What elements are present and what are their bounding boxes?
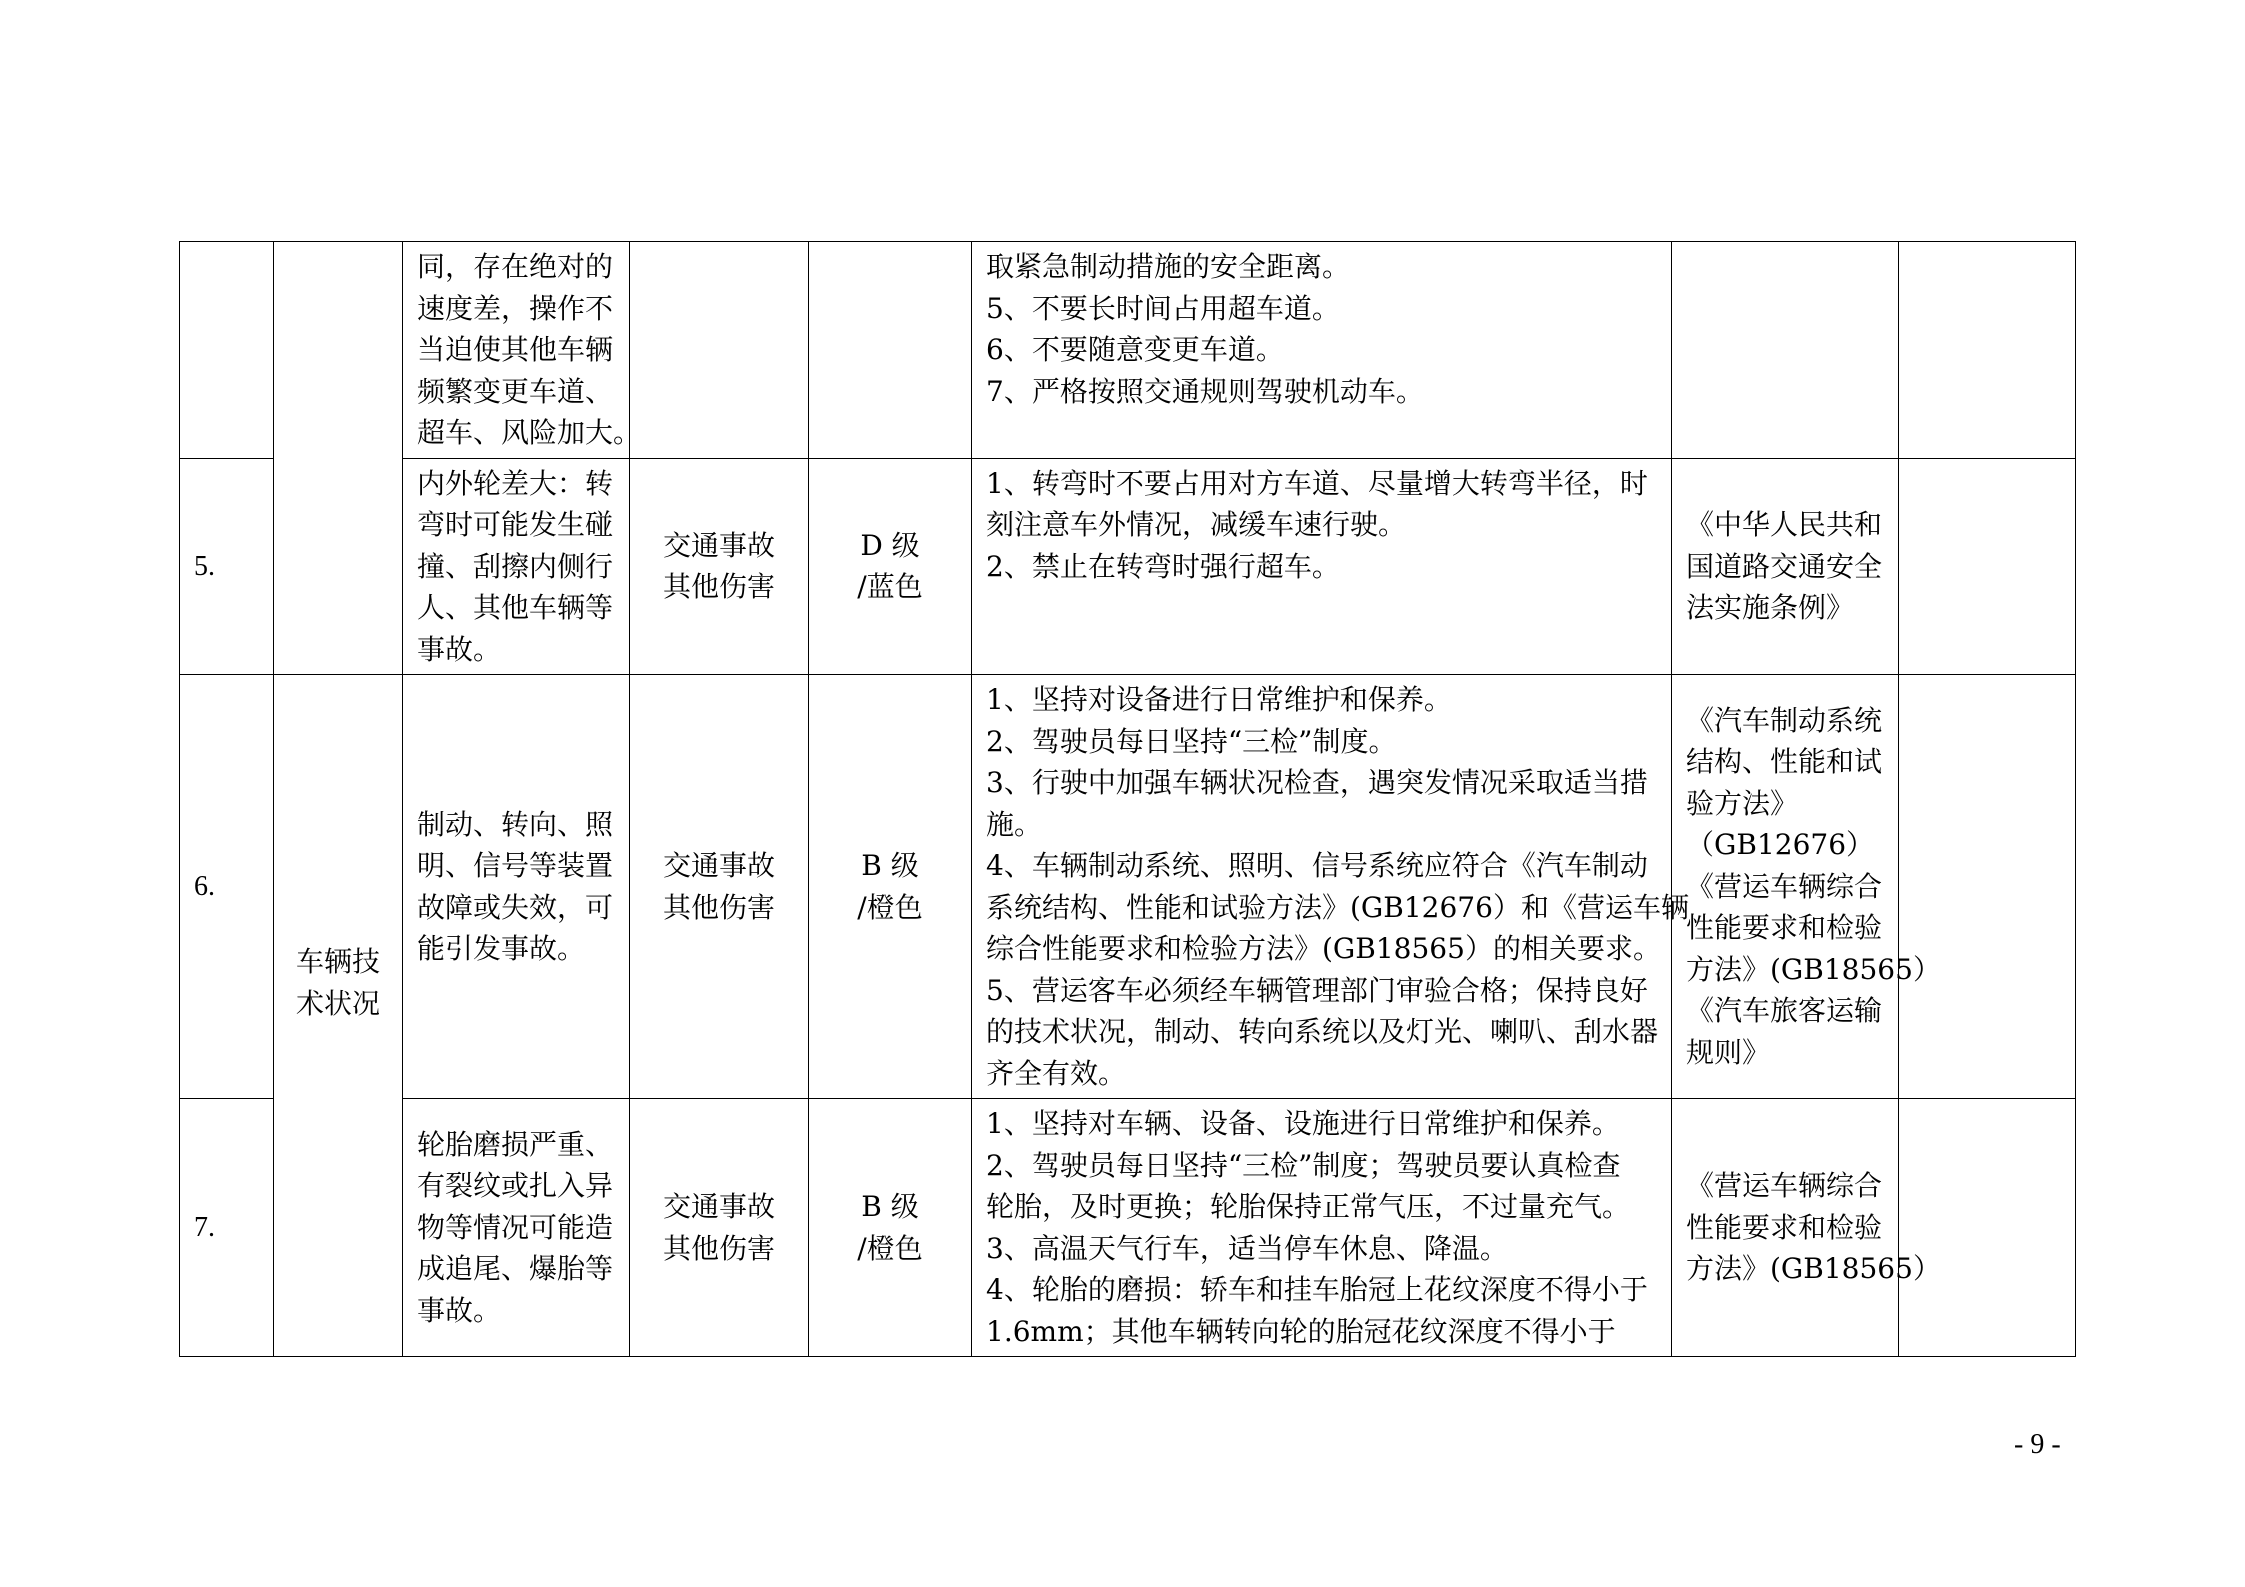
text-line: 施。: [986, 807, 1043, 841]
remark-cell: [1899, 458, 2076, 675]
text-line: 明、信号等装置: [417, 849, 614, 882]
text-line: 交通事故: [662, 849, 775, 882]
text-line: 5、营运客车必须经车辆管理部门审验合格；保持良好: [986, 973, 1648, 1007]
text-line: 《汽车制动系统: [1686, 703, 1883, 737]
measures-cell: [972, 458, 1672, 675]
text-line: 取紧急制动措施的安全距离。: [986, 250, 1351, 283]
consequence-cell: [630, 242, 809, 459]
text-line: 的技术状况，制动、转向系统以及灯光、喇叭、刮水器: [986, 1015, 1659, 1048]
text-line: 轮胎磨损严重、: [417, 1127, 614, 1161]
level-cell: [809, 675, 972, 1099]
text-line: 制动、转向、照: [417, 807, 614, 841]
measures-cell: [972, 675, 1689, 1099]
text-line: D 级: [860, 528, 920, 562]
level-cell: [809, 242, 972, 459]
text-line: 同，存在绝对的: [417, 250, 614, 283]
text-line: 《营运车辆综合: [1686, 1169, 1883, 1203]
text-line: 术状况: [295, 986, 380, 1020]
basis-cell: [1672, 1099, 1941, 1357]
text-line: 1、坚持对设备进行日常维护和保养。: [986, 683, 1452, 716]
text-line: 1、转弯时不要占用对方车道、尽量增大转弯半径，时: [986, 466, 1648, 500]
text-line: 结构、性能和试: [1686, 745, 1883, 779]
hazard-cell: [403, 458, 630, 675]
text-line: 故障或失效，可: [417, 890, 614, 924]
text-line: 2、驾驶员每日坚持“三检”制度；驾驶员要认真检查: [986, 1148, 1621, 1182]
text-line: /橙色: [857, 890, 923, 924]
page-number: - 9 -: [2014, 1429, 2061, 1460]
text-line: 撞、刮擦内侧行: [417, 549, 614, 583]
text-line: 方法》(GB18565）: [1686, 1252, 1941, 1286]
text-line: 2、禁止在转弯时强行超车。: [986, 549, 1340, 583]
table-row: [180, 1099, 2076, 1357]
text-line: 齐全有效。: [986, 1056, 1127, 1090]
text-line: 1、坚持对车辆、设备、设施进行日常维护和保养。: [986, 1107, 1620, 1140]
text-line: 其他伤害: [662, 570, 775, 604]
text-line: /蓝色: [857, 570, 923, 604]
measures-cell: [972, 242, 1672, 459]
text-line: 1.6mm；其他车辆转向轮的胎冠花纹深度不得小于: [986, 1314, 1616, 1348]
text-line: 事故。: [417, 1293, 502, 1327]
text-line: 其他伤害: [662, 890, 775, 924]
text-line: 弯时可能发生碰: [417, 508, 614, 541]
text-line: 交通事故: [662, 1190, 775, 1223]
text-line: 2、驾驶员每日坚持“三检”制度。: [986, 724, 1397, 758]
text-line: 3、高温天气行车，适当停车休息、降温。: [986, 1231, 1508, 1265]
remark-cell: [1899, 1099, 2076, 1357]
row-number-cell: [180, 242, 274, 459]
text-line: 成追尾、爆胎等: [417, 1252, 614, 1286]
text-line: 性能要求和检验: [1686, 1210, 1883, 1244]
text-line: 7、严格按照交通规则驾驶机动车。: [986, 374, 1424, 408]
text-line: 方法》(GB18565）: [1686, 952, 1941, 986]
text-line: 法实施条例》: [1686, 591, 1855, 624]
hazard-cell: [403, 1099, 630, 1357]
text-line: 国道路交通安全: [1686, 549, 1883, 583]
text-line: 6、不要随意变更车道。: [986, 333, 1284, 366]
text-line: B 级: [861, 1190, 919, 1223]
text-line: 频繁变更车道、: [417, 374, 614, 408]
text-line: 其他伤害: [662, 1231, 775, 1265]
consequence-cell: [630, 1099, 809, 1357]
category-cell: [274, 242, 403, 675]
text-line: 事故。: [417, 632, 502, 666]
level-cell: [809, 1099, 972, 1357]
hazard-cell: [403, 675, 630, 1099]
basis-cell: [1672, 675, 1941, 1099]
category-cell: [274, 675, 403, 1357]
text-line: 验方法》: [1686, 786, 1799, 820]
text-line: 超车、风险加大。: [417, 416, 642, 449]
text-line: 《营运车辆综合: [1686, 869, 1883, 903]
text-line: 能引发事故。: [417, 932, 586, 965]
consequence-cell: [630, 675, 809, 1099]
text-line: 有裂纹或扎入异: [417, 1169, 614, 1203]
hazard-cell: [403, 242, 642, 459]
text-line: 物等情况可能造: [417, 1210, 614, 1244]
risk-table: [179, 241, 2076, 1357]
level-cell: [809, 458, 972, 675]
text-line: 系统结构、性能和试验方法》(GB12676）和《营运车辆: [986, 890, 1689, 924]
text-line: 刻注意车外情况，减缓车速行驶。: [986, 508, 1407, 541]
text-line: 5、不要长时间占用超车道。: [986, 291, 1340, 325]
text-line: （GB12676）: [1686, 828, 1875, 862]
table-row: [180, 675, 2076, 1099]
text-line: 4、轮胎的磨损：轿车和挂车胎冠上花纹深度不得小于: [986, 1273, 1648, 1306]
consequence-cell: [630, 458, 809, 675]
text-line: 4、车辆制动系统、照明、信号系统应符合《汽车制动: [986, 849, 1648, 882]
text-line: 交通事故: [662, 528, 775, 562]
remark-cell: [1899, 242, 2076, 459]
text-line: 性能要求和检验: [1686, 911, 1883, 945]
text-line: 车辆技: [295, 945, 380, 978]
text-line: 内外轮差大：转: [417, 466, 614, 500]
measures-cell: [972, 1099, 1672, 1357]
text-line: 《中华人民共和: [1686, 508, 1883, 541]
text-line: B 级: [861, 849, 919, 882]
table-row: [180, 458, 2076, 675]
text-line: 综合性能要求和检验方法》(GB18565）的相关要求。: [986, 932, 1661, 965]
text-line: 规则》: [1686, 1035, 1771, 1069]
basis-cell: [1672, 242, 1899, 459]
text-line: 3、行驶中加强车辆状况检查，遇突发情况采取适当措: [986, 766, 1648, 799]
text-line: 人、其他车辆等: [417, 591, 614, 624]
table-row: [180, 242, 2076, 459]
text-line: 速度差，操作不: [417, 291, 614, 325]
basis-cell: [1672, 458, 1899, 675]
remark-cell: [1899, 675, 2076, 1099]
text-line: /橙色: [857, 1231, 923, 1265]
text-line: 当迫使其他车辆: [417, 333, 614, 366]
text-line: 《汽车旅客运输: [1686, 994, 1883, 1028]
row-number-cell: 7.: [180, 1099, 274, 1357]
row-number-cell: 5.: [180, 458, 274, 675]
row-number-cell: 6.: [180, 675, 274, 1099]
text-line: 轮胎，及时更换；轮胎保持正常气压，不过量充气。: [986, 1190, 1631, 1223]
